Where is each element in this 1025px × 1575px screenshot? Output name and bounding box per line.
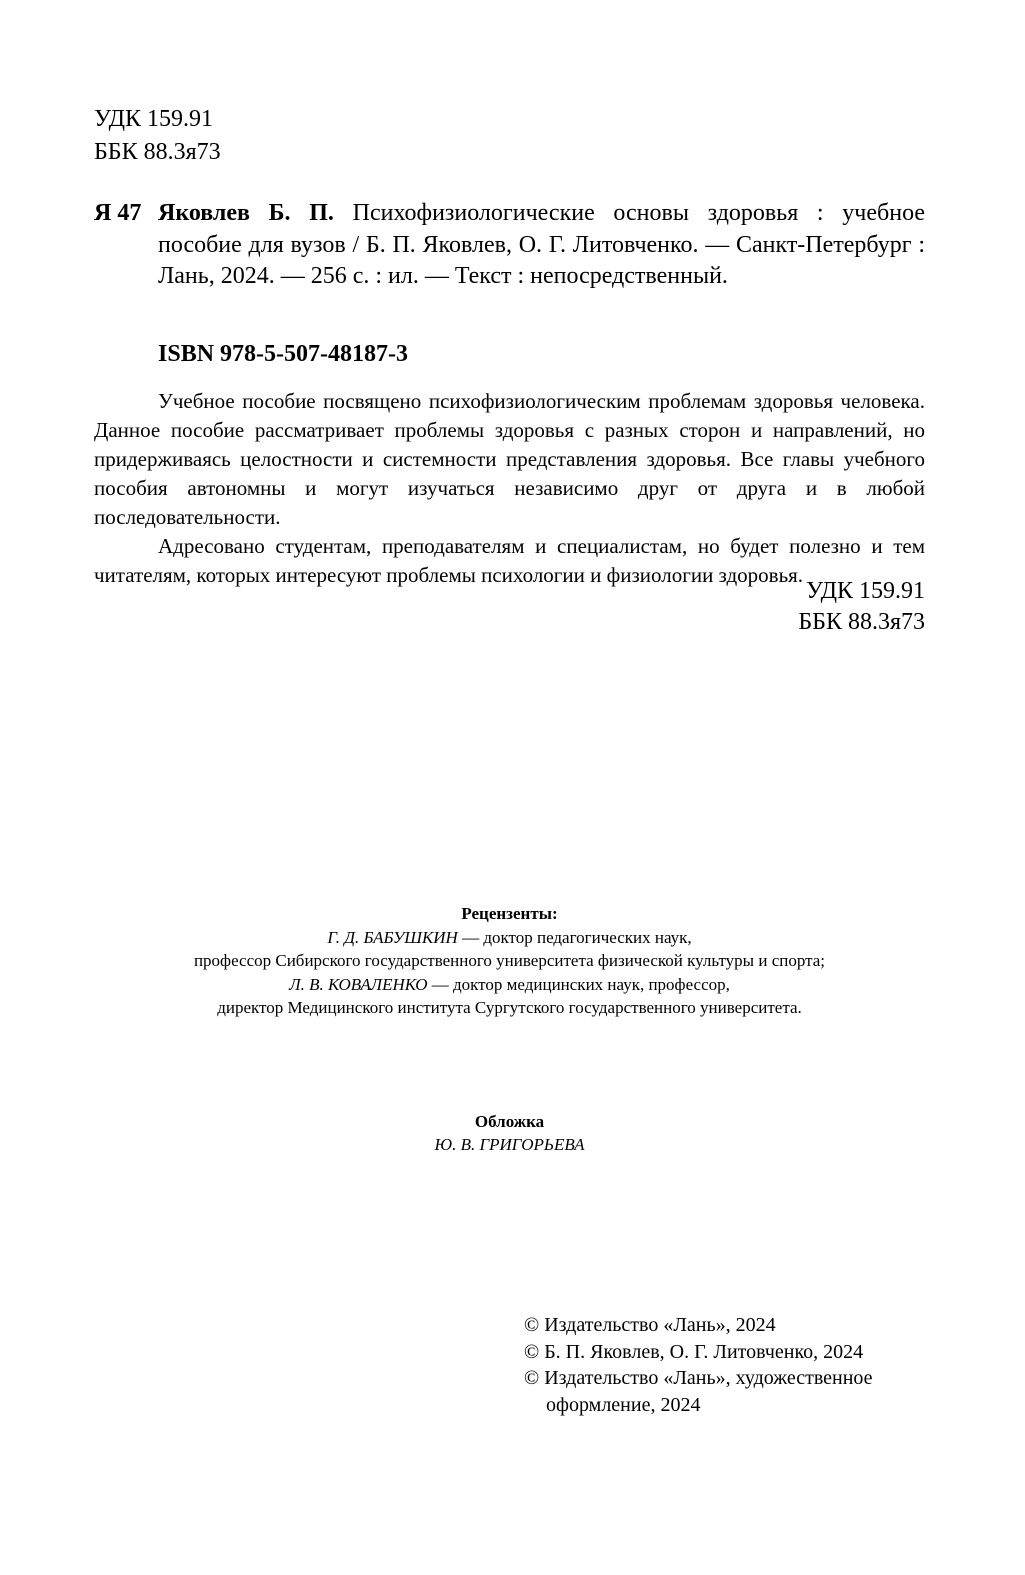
entry-author: Яковлев Б. П. — [158, 200, 334, 226]
bbk-code: ББК 88.3я73 — [798, 609, 925, 635]
bibliographic-entry — [158, 198, 925, 293]
cover-heading: Обложка — [474, 1112, 545, 1131]
reviewers-section — [94, 902, 925, 1020]
reviewer-degree: — доктор педагогических наук, — [457, 927, 692, 947]
abstract-paragraph: Адресовано студентам, преподавателям и специалистам, но будет полезно и тем читателям, которых интересуют проблемы психологии и физиологии здоровья. — [94, 534, 925, 587]
reviewer-1 — [94, 926, 925, 950]
cover-designer: Ю. В. ГРИГОРЬЕВА — [434, 1135, 585, 1154]
reviewer-position: профессор Сибирского государственного университета физической культуры и спорта; — [193, 951, 826, 970]
udk-code: УДК 159.91 — [94, 106, 213, 132]
reviewer-degree: — доктор медицинских наук, профессор, — [427, 974, 730, 994]
bbk-code: ББК 88.3я73 — [94, 139, 221, 165]
reviewers-heading: Рецензенты: — [461, 904, 558, 923]
copyright-block — [524, 1312, 944, 1418]
copyright-line: © Издательство «Лань», 2024 — [524, 1314, 776, 1336]
entry-description: Психофизиологические основы здоровья : учебное пособие для вузов / Б. П. Яковлев, О. Г. Литовченко. — Санкт-Петербург : Лань, 2024. — 256 с. : ил. — Текст : непосредственный. — [158, 200, 926, 289]
copyright-line: © Издательство «Лань», художественное оформление, 2024 — [524, 1367, 873, 1416]
abstract-paragraph: Учебное пособие посвящено психофизиологическим проблемам здоровья человека. Данное пособие рассматривает проблемы здоровья с разных сторон и направлений, но придерживаясь целостности и системности представления здоровья. Все главы учебного пособия автономны и могут изучаться независимо друг от друга и в любой последовательности. — [94, 389, 925, 529]
reviewer-name: Г. Д. БАБУШКИН — [327, 927, 458, 947]
reviewer-2 — [94, 973, 925, 997]
bottom-classification-codes — [798, 576, 925, 638]
top-classification-codes — [94, 103, 221, 169]
abstract — [94, 387, 925, 590]
reviewer-position: директор Медицинского института Сургутского государственного университета. — [217, 998, 802, 1017]
isbn: ISBN 978-5-507-48187-3 — [158, 341, 408, 367]
reviewer-name: Л. В. КОВАЛЕНКО — [289, 974, 428, 994]
catalog-code: Я 47 — [94, 200, 142, 226]
udk-code: УДК 159.91 — [806, 578, 925, 604]
cover-credit — [94, 1110, 925, 1156]
copyright-line: © Б. П. Яковлев, О. Г. Литовченко, 2024 — [524, 1340, 864, 1363]
